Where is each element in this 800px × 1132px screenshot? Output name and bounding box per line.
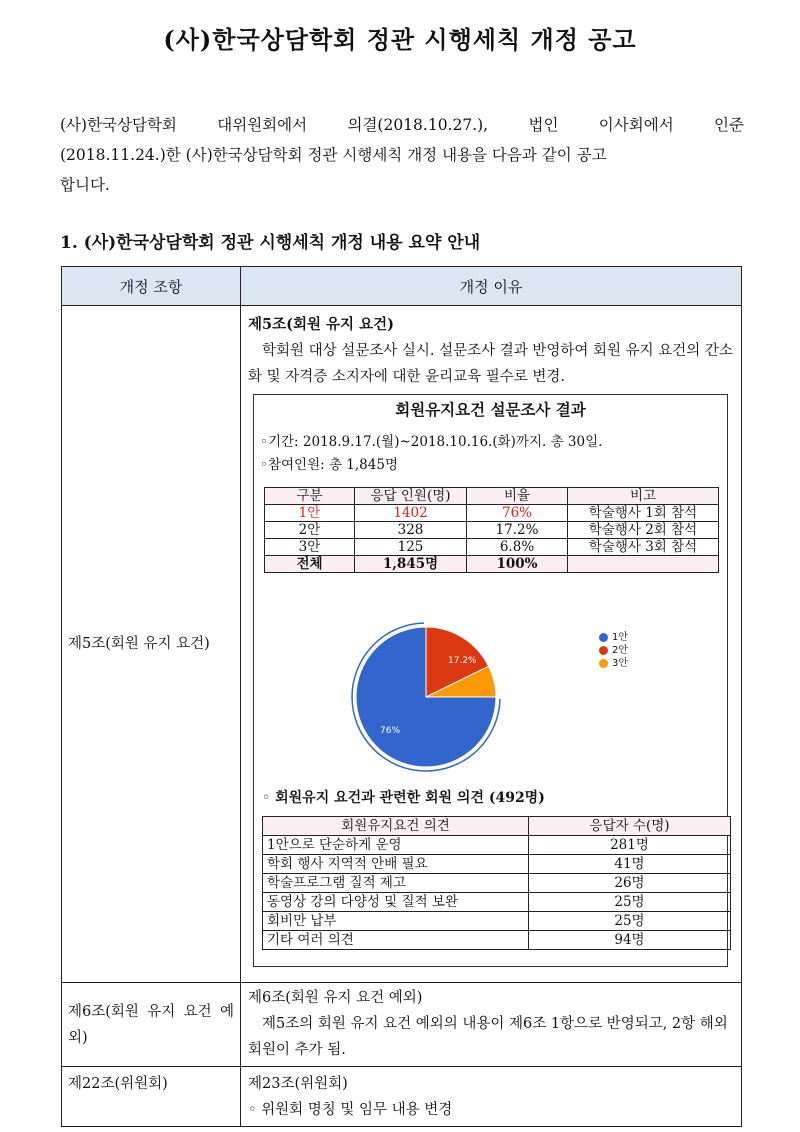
results-total-row [265,556,719,573]
results-row [265,539,719,556]
clause-text: 제5조(회원 유지 요건) [68,636,210,652]
reason-text: 제5조의 회원 유지 요건 예외의 내용이 제6조 1항으로 반영되고, 2항 해외 회원이 추가 됨. [248,1016,728,1058]
opinion-row [263,912,731,931]
opinion-count: 94명 [529,931,731,950]
reason-cell [241,306,742,983]
legend-dot-icon [599,659,608,668]
results-total-ratio: 100% [467,556,568,573]
opinion-text: 회비만 납부 [263,912,529,931]
reason-cell [241,1067,742,1127]
results-header: 응답 인원(명) [355,488,467,505]
intro-word: 이사회에서 [598,116,674,134]
reason-title: 제5조(회원 유지 요건) [248,316,394,333]
opinion-row [263,931,731,950]
section-heading: 1. (사)한국상담학회 정관 시행세칙 개정 내용 요약 안내 [60,233,481,253]
opinion-count: 281명 [529,836,731,855]
legend-item [599,631,628,644]
results-header: 구분 [265,488,355,505]
reason-title: 제23조(위원회) [248,1076,348,1092]
clause-cell [62,983,241,1067]
opinion-row [263,836,731,855]
page-title: (사)한국상담학회 정관 시행세칙 개정 공고 [163,25,637,54]
opinion-count: 41명 [529,855,731,874]
clause-text: 제22조(위원회) [68,1076,168,1092]
opinion-header: 응답자 수(명) [529,817,731,836]
reason-title: 제6조(회원 유지 요건 예외) [248,990,423,1006]
opinion-text: 학술프로그램 질적 제고 [263,874,529,893]
results-cell-note: 학술행사 3회 참석 [568,539,719,556]
intro-line-1 [60,110,744,140]
results-cell-note: 학술행사 1회 참석 [568,505,719,522]
results-cell-label: 1안 [265,505,355,522]
results-cell-count: 1402 [355,505,467,522]
results-total-label: 전체 [265,556,355,573]
clause-text: 제6조(회원 유지 요건 예외) [68,1003,234,1046]
legend-item [599,657,628,670]
opinion-count: 25명 [529,912,731,931]
legend-dot-icon [599,633,608,642]
results-cell-ratio: 17.2% [467,522,568,539]
results-header: 비고 [568,488,719,505]
legend-dot-icon [599,646,608,655]
legend-label: 1안 [612,632,629,643]
results-header-row [265,488,719,505]
results-cell-note: 학술행사 2회 참석 [568,522,719,539]
results-total-note [568,556,719,573]
opinion-text: 학회 행사 지역적 안배 필요 [263,855,529,874]
results-cell-label: 3안 [265,539,355,556]
pie-legend [599,631,628,670]
results-header: 비율 [467,488,568,505]
legend-label: 2안 [612,645,629,656]
opinion-table [262,816,731,950]
results-cell-ratio: 76% [467,505,568,522]
results-cell-count: 125 [355,539,467,556]
intro-word: 법인 [528,116,559,134]
results-row [265,505,719,522]
intro-line-2: (2018.11.24.)한 (사)한국상담학회 정관 시행세칙 개정 내용을 다음과 같이 공고 [60,146,607,164]
header-clause: 개정 조항 [62,267,241,306]
opinion-row [263,893,731,912]
survey-box [253,394,728,967]
results-row [265,522,719,539]
intro-word: (사)한국상담학회 [60,116,177,134]
clause-cell [62,306,241,983]
survey-period: ◦기간: 2018.9.17.(월)~2018.10.16.(화)까지. 총 30일. [260,434,603,450]
results-total-count: 1,845명 [355,556,467,573]
pie-label-1: 76% [380,726,401,736]
reason-text: 학회원 대상 설문조사 실시. 설문조사 결과 반영하여 회원 유지 요건의 간소화 및 자격증 소지자에 대한 윤리교육 필수로 변경. [248,343,733,385]
opinion-row [263,874,731,893]
survey-results-table [264,487,719,573]
opinion-count: 26명 [529,874,731,893]
opinion-row [263,855,731,874]
intro-word: 대위원회에서 [217,116,308,134]
opinion-heading: ◦ 회원유지 요건과 관련한 회원 의견 (492명) [262,790,545,806]
pie-chart [350,619,510,779]
table-row [62,306,742,983]
intro-paragraph [60,110,744,200]
results-cell-label: 2안 [265,522,355,539]
survey-title: 회원유지요건 설문조사 결과 [395,400,586,419]
reason-text: ◦ 위원회 명칭 및 임무 내용 변경 [248,1102,453,1118]
intro-line-3: 합니다. [60,176,110,194]
survey-info [260,431,602,477]
results-cell-count: 328 [355,522,467,539]
summary-header-row [62,267,742,306]
opinion-count: 25명 [529,893,731,912]
opinion-text: 1안으로 단순하게 운영 [263,836,529,855]
clause-cell [62,1067,241,1127]
table-row [62,1067,742,1127]
header-reason: 개정 이유 [241,267,742,306]
reason-cell [241,983,742,1067]
summary-table [61,266,742,1127]
opinion-text: 동영상 강의 다양성 및 질적 보완 [263,893,529,912]
table-row [62,983,742,1067]
intro-word: 의결(2018.10.27.), [347,116,489,134]
opinion-header-row [263,817,731,836]
opinion-header: 회원유지요건 의견 [263,817,529,836]
survey-participants: ◦참여인원: 총 1,845명 [260,457,398,473]
results-cell-ratio: 6.8% [467,539,568,556]
opinion-text: 기타 여러 의견 [263,931,529,950]
intro-word: 인준 [714,116,744,134]
pie-label-2: 17.2% [448,656,477,666]
legend-item [599,644,628,657]
legend-label: 3안 [612,658,629,669]
